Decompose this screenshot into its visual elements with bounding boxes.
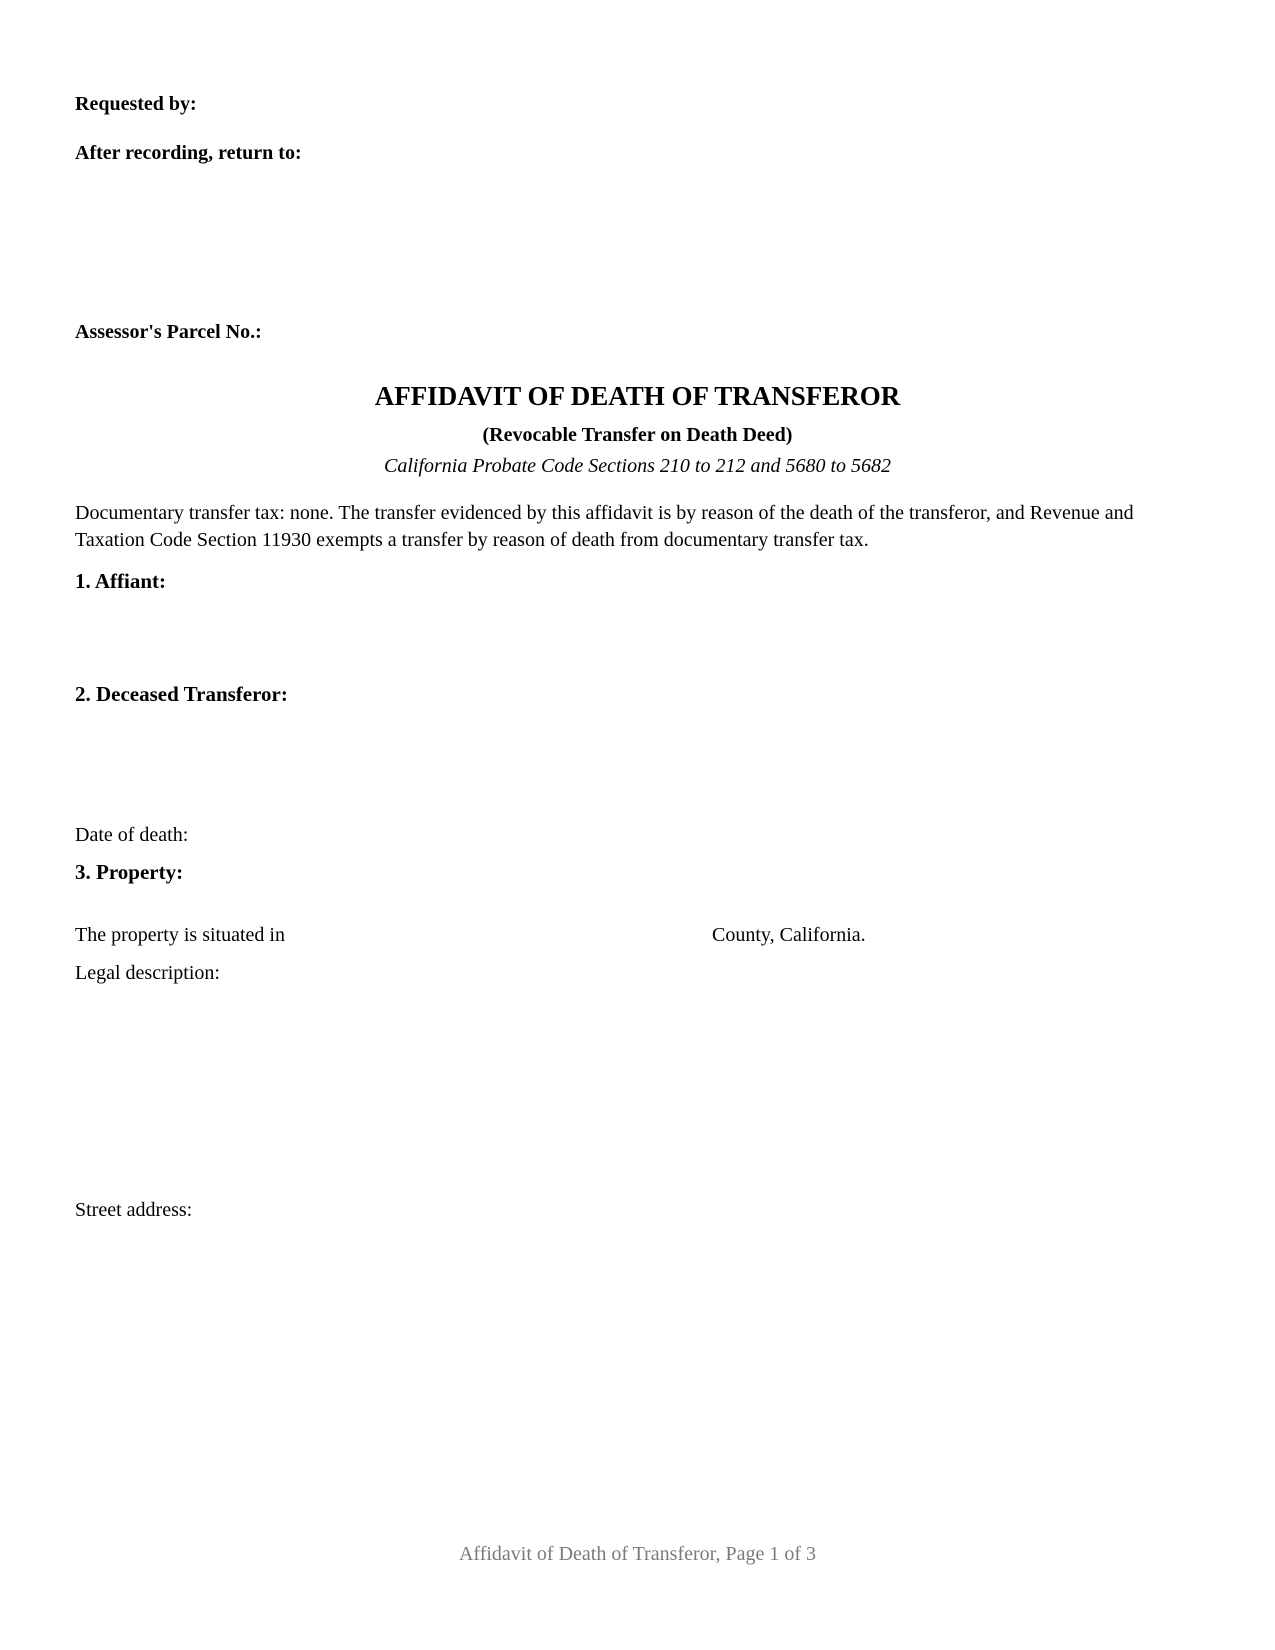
deceased-transferor-heading: 2. Deceased Transferor: [75,682,288,706]
document-subtitle: (Revocable Transfer on Death Deed) [482,424,793,446]
parcel-number-label: Assessor's Parcel No.: [75,321,262,343]
return-to-label: After recording, return to: [75,142,302,164]
county-california-label: County, California. [712,924,866,946]
page-footer: Affidavit of Death of Transferor, Page 1 of 3 [458,1543,817,1565]
document-title: AFFIDAVIT OF DEATH OF TRANSFEROR [374,381,901,411]
property-situated-label: The property is situated in [75,924,285,946]
legal-description-label: Legal description: [75,962,220,984]
affiant-heading: 1. Affiant: [75,569,166,593]
tax-statement: Documentary transfer tax: none. The transfer evidenced by this affidavit is by reason of the death of the transferor, and Revenue and Taxation Code Section 11930 exempts a transfer by reason of death from documentary transfer tax. [75,502,1134,551]
street-address-label: Street address: [75,1199,193,1221]
code-reference: California Probate Code Sections 210 to 212 and 5680 to 5682 [383,455,892,477]
date-of-death-label: Date of death: [75,824,189,846]
property-heading: 3. Property: [75,860,184,884]
requested-by-label: Requested by: [75,93,197,115]
